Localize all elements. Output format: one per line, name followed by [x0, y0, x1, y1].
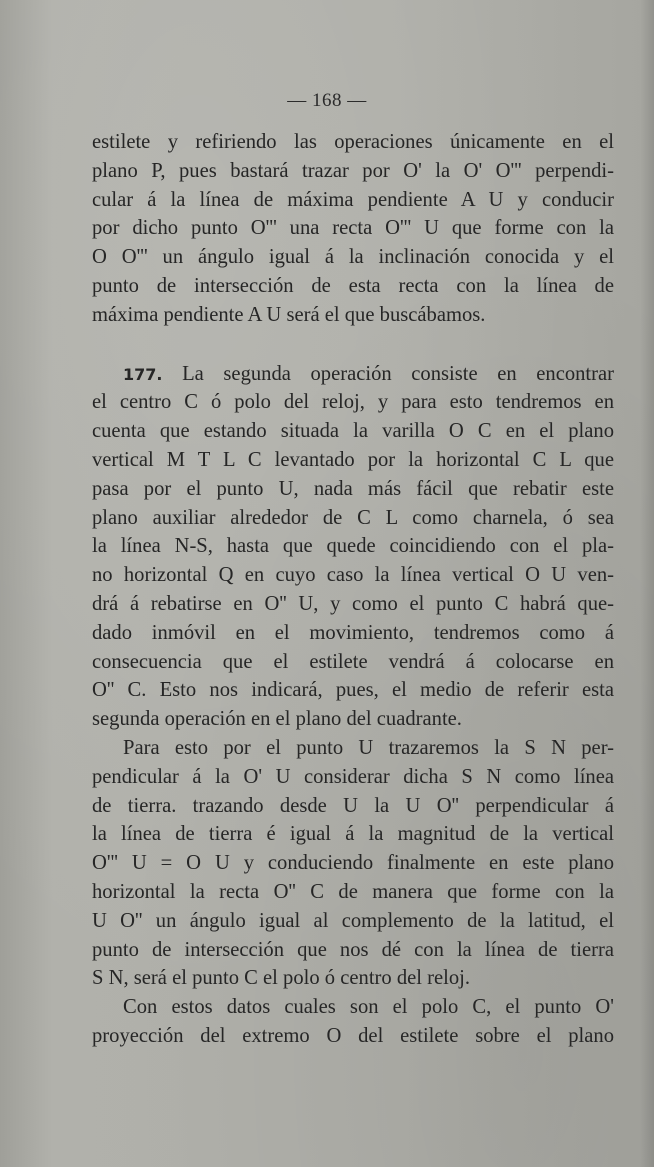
- section-first-line: [92, 360, 614, 389]
- page-edge-shadow: [640, 0, 654, 1167]
- text-line: la línea N-S, hasta que quede coincidiendo con el pla-: [92, 535, 614, 558]
- page-number: — 168 —: [287, 90, 367, 111]
- text-line: vertical M T L C levantado por la horizontal C L que: [92, 448, 614, 471]
- text-line: consecuencia que el estilete vendrá á colocarse en: [92, 650, 614, 673]
- text-line: pasa por el punto U, nada más fácil que rebatir este: [92, 477, 614, 500]
- text-line: O O''' un ángulo igual á la inclinación conocida y el: [92, 246, 614, 269]
- text-line: punto de intersección que nos dé con la línea de tierra: [92, 938, 614, 961]
- text-line: Con estos datos cuales son el polo C, el punto O': [123, 996, 614, 1019]
- text-line: S N, será el punto C el polo ó centro del reloj.: [92, 967, 471, 990]
- text-line: cuenta que estando situada la varilla O C en el plano: [92, 420, 614, 443]
- text-fragment: La segunda operación consiste en encontrar: [182, 362, 614, 385]
- text-line: plano P, pues bastará trazar por O' la O' O''' perpendi-: [92, 159, 614, 182]
- text-line: drá á rebatirse en O'' U, y como el punto C habrá que-: [92, 592, 614, 615]
- paragraph-gap: [92, 330, 614, 360]
- text-line: segunda operación en el plano del cuadrante.: [92, 708, 462, 731]
- text-line: horizontal la recta O'' C de manera que forme con la: [92, 880, 614, 903]
- text-line: de tierra. trazando desde U la U O'' perpendicular á: [92, 794, 614, 817]
- text-line: dado inmóvil en el movimiento, tendremos como á: [92, 621, 614, 644]
- text-line: el centro C ó polo del reloj, y para esto tendremos en: [92, 391, 614, 414]
- text-line: punto de intersección de esta recta con la línea de: [92, 274, 614, 297]
- text-line: proyección del extremo O del estilete sobre el plano: [92, 1024, 614, 1047]
- text-line: por dicho punto O''' una recta O''' U que forme con la: [92, 217, 614, 240]
- text-line: cular á la línea de máxima pendiente A U y conducir: [92, 188, 614, 211]
- text-line: O'' C. Esto nos indicará, pues, el medio de referir esta: [92, 679, 614, 702]
- text-line: pendicular á la O' U considerar dicha S N como línea: [92, 765, 614, 788]
- text-line: O''' U = O U y conduciendo finalmente en este plano: [92, 852, 614, 875]
- text-line: la línea de tierra é igual á la magnitud de la vertical: [92, 823, 614, 846]
- text-line: U O'' un ángulo igual al complemento de la latitud, el: [92, 909, 614, 932]
- text-line: Para esto por el punto U trazaremos la S N per-: [123, 736, 614, 759]
- text-line: estilete y refiriendo las operaciones únicamente en el: [92, 131, 614, 153]
- body-text: [92, 128, 614, 1051]
- section-number: 177.: [123, 364, 163, 384]
- text-line: no horizontal Q en cuyo caso la línea vertical O U ven-: [92, 564, 614, 587]
- text-line: plano auxiliar alrededor de C L como charnela, ó sea: [92, 506, 614, 529]
- text-line: máxima pendiente A U será el que buscábamos.: [92, 303, 486, 326]
